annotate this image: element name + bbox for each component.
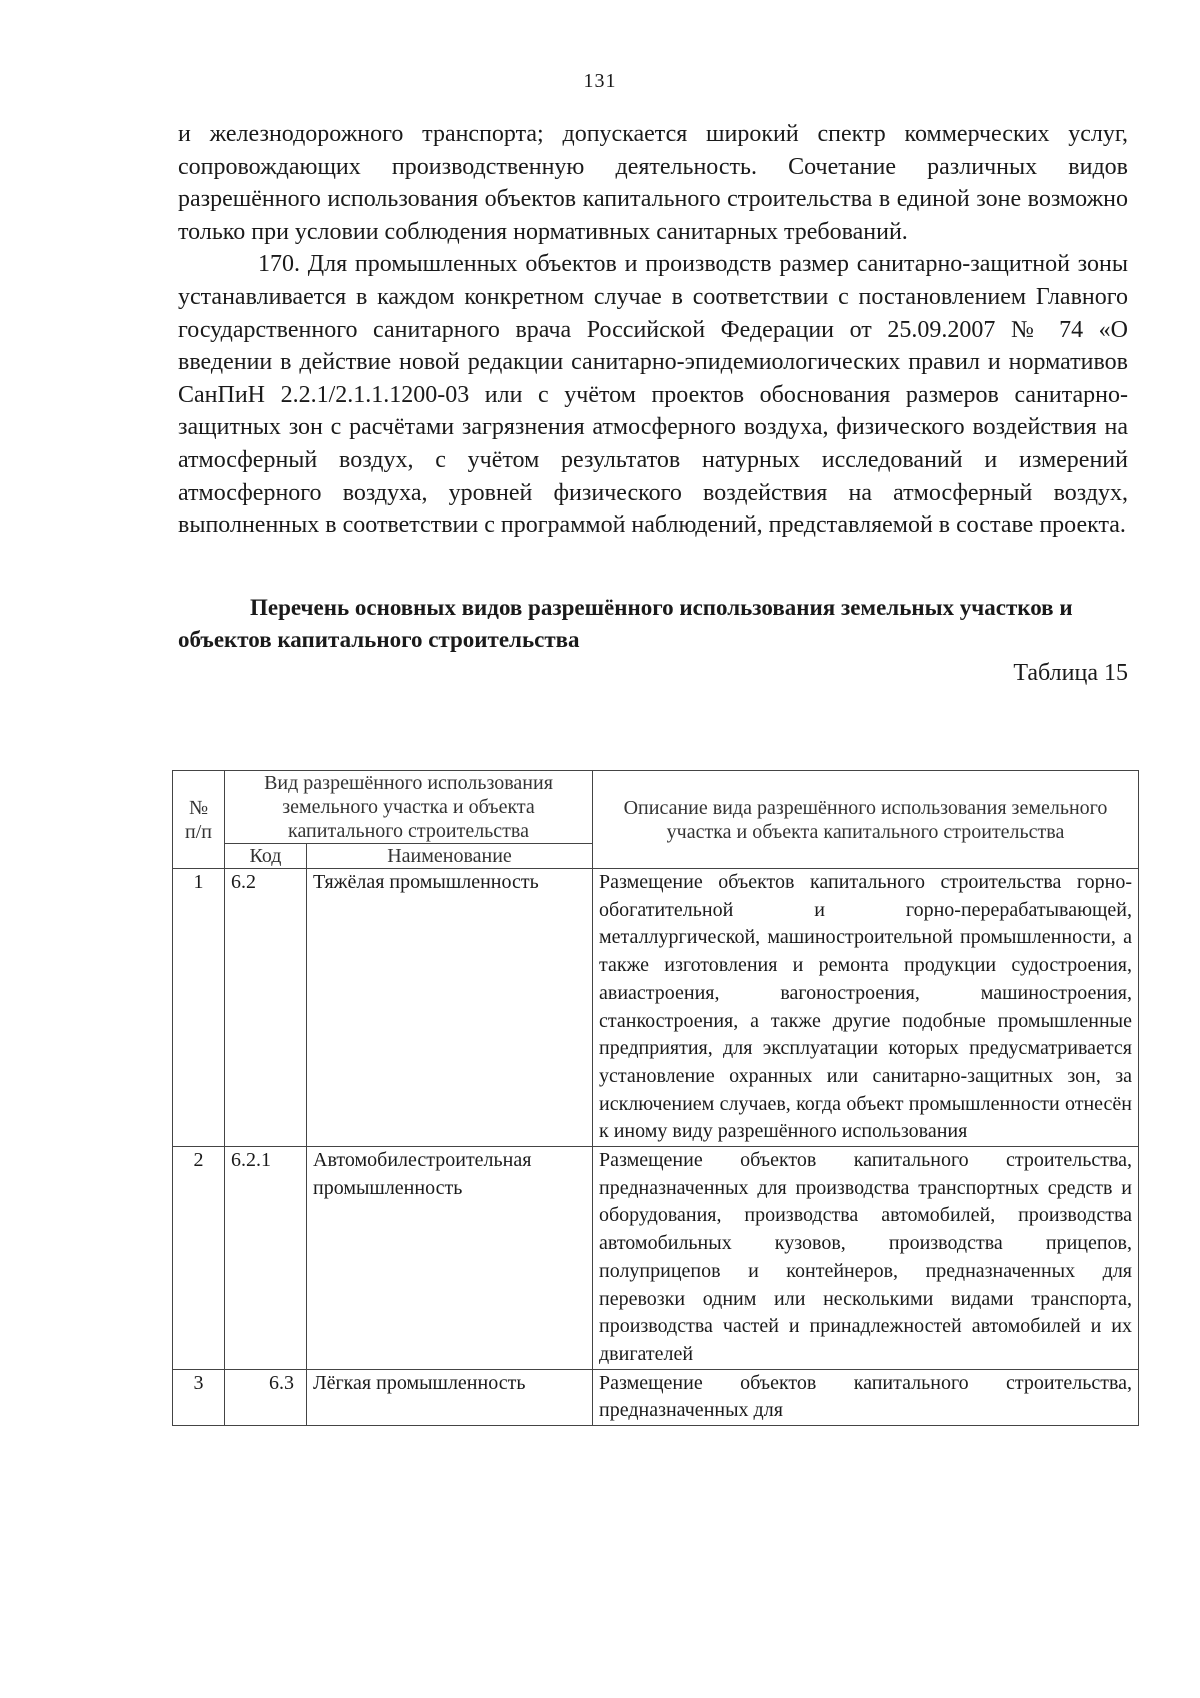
row-name: Тяжёлая промышленность xyxy=(307,869,593,1147)
page-number: 131 xyxy=(583,70,617,92)
row-code: 6.3 xyxy=(225,1369,307,1425)
table-row xyxy=(173,869,1139,1147)
row-code: 6.2 xyxy=(225,869,307,1147)
document-body xyxy=(178,118,1128,688)
row-name: Лёгкая промышленность xyxy=(307,1369,593,1425)
row-description: Размещение объектов капитального строительства, предназначенных для xyxy=(593,1369,1139,1425)
header-description: Описание вида разрешённого использования земельного участка и объекта капитального строительства xyxy=(593,771,1139,869)
header-name: Наименование xyxy=(307,844,593,869)
row-description: Размещение объектов капитального строительства, предназначенных для производства транспортных средств и оборудования, производства автомобилей, производства автомобильных кузовов, производства прицепов, полуприцепов и контейнеров, предназначенных для перевозки одним или несколькими видами транспорта, производства частей и принадлежностей автомобилей и их двигателей xyxy=(593,1147,1139,1370)
row-description: Размещение объектов капитального строительства горно-обогатительной и горно-перерабатывающей, металлургической, машиностроительной промышленности, а также изготовления и ремонта продукции судостроения, авиастроения, вагоностроения, машиностроения, станкостроения, а также другие подобные промышленные предприятия, для эксплуатации которых предусматривается установление охранных или санитарно-защитных зон, за исключением случаев, когда объект промышленности отнесён к иному виду разрешённого использования xyxy=(593,869,1139,1147)
row-number: 1 xyxy=(173,869,225,1147)
header-number: № п/п xyxy=(173,771,225,869)
paragraph-170: 170. Для промышленных объектов и производств размер санитарно-защитной зоны устанавливается в каждом конкретном случае в соответствии с постановлением Главного государственного санитарного врача Российской Федерации от 25.09.2007 № 74 «О введении в действие новой редакции санитарно-эпидемиологических правил и нормативов СанПиН 2.2.1/2.1.1.1200-03 или с учётом проектов обоснования размеров санитарно-защитных зон с расчётами загрязнения атмосферного воздуха, физического воздействия на атмосферный воздух, с учётом результатов натурных исследований и измерений атмосферного воздуха, уровней физического воздействия на атмосферный воздух, выполненных в соответствии с программой наблюдений, представляемой в составе проекта. xyxy=(178,251,1128,539)
row-number: 3 xyxy=(173,1369,225,1425)
row-number: 2 xyxy=(173,1147,225,1370)
row-name: Автомобилестроительная промышленность xyxy=(307,1147,593,1370)
table-heading: Перечень основных видов разрешённого использования земельных участков и объектов капитального строительства xyxy=(178,594,1073,652)
table-label: Таблица 15 xyxy=(1013,659,1128,686)
table-header-row xyxy=(173,771,1139,844)
land-use-table xyxy=(172,770,1139,1426)
paragraph-continuation: и железнодорожного транспорта; допускается широкий спектр коммерческих услуг, сопровождающих производственную деятельность. Сочетание различных видов разрешённого использования объектов капитального строительства в единой зоне возможно только при условии соблюдения нормативных санитарных требований. xyxy=(178,121,1128,245)
header-code: Код xyxy=(225,844,307,869)
row-code: 6.2.1 xyxy=(225,1147,307,1370)
header-group: Вид разрешённого использования земельного участка и объекта капитального строительства xyxy=(225,771,593,844)
table-row xyxy=(173,1147,1139,1370)
table-row xyxy=(173,1369,1139,1425)
